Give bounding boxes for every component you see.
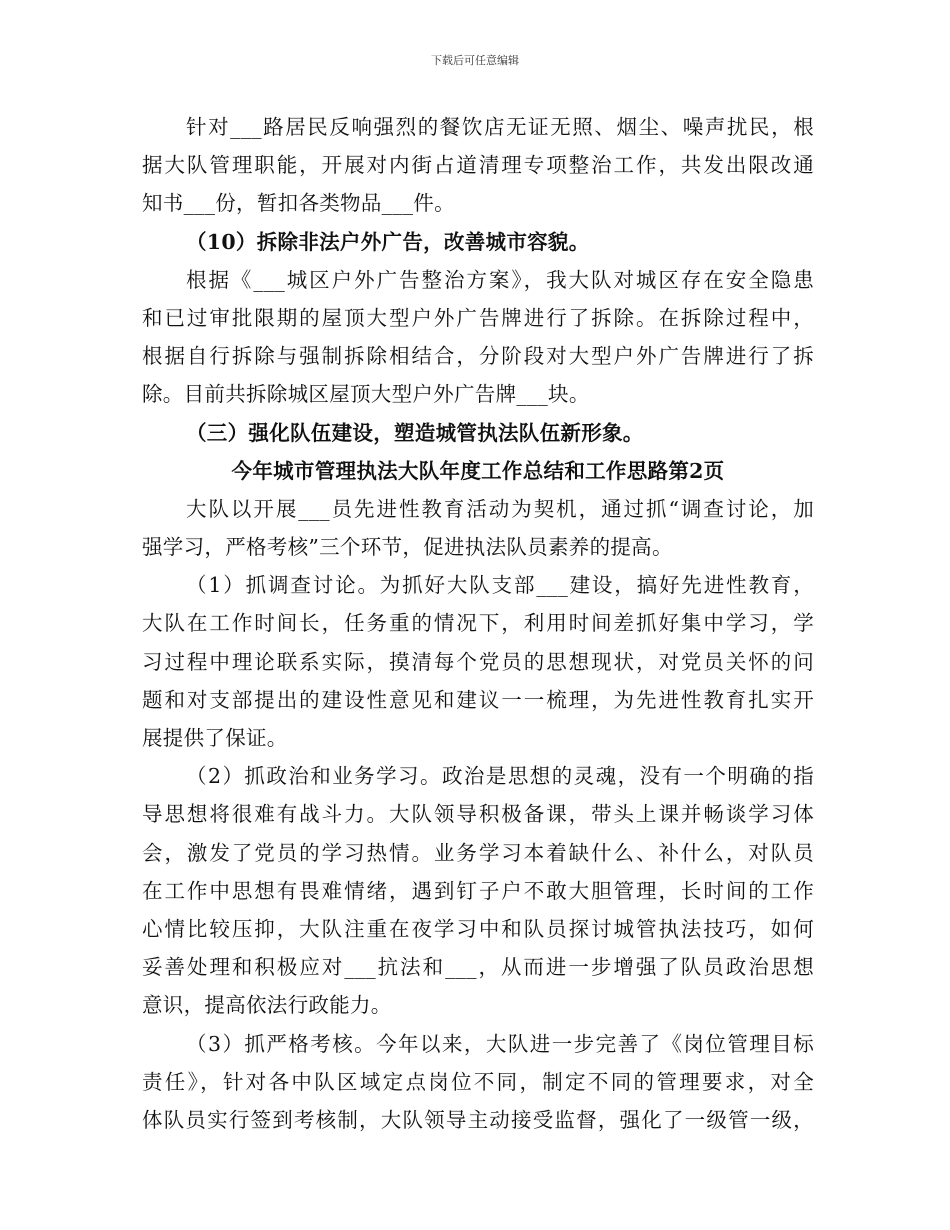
paragraph-line: 强学习，严格考核”三个环节，促进执法队员素养的提高。 [142,535,673,560]
paragraph-line: 针对___路居民反响强烈的餐饮店无证无照、烟尘、噪声扰民，根 [186,115,814,139]
paragraph-line: （3）抓严格考核。今年以来，大队进一步完善了《岗位管理目标 [186,1031,814,1056]
paragraph-line: 展提供了保证。 [142,726,288,750]
paragraph-line: 心情比较压抑，大队注重在夜学习中和队员探讨城管执法技巧，如何 [142,916,814,941]
paragraph-line: 习过程中理论联系实际，摸清每个党员的思想现状，对党员关怀的问 [142,649,814,674]
paragraph-line: 大队在工作时间长，任务重的情况下，利用时间差抓好集中学习，学 [142,611,814,636]
paragraph-line: 妥善处理和积极应对___抗法和___，从而进一步增强了队员政治思想 [142,955,814,980]
document-body [142,108,814,1139]
paragraph-line: 会，激发了党员的学习热情。业务学习本着缺什么、补什么，对队员 [142,840,814,865]
paragraph-line: （1）抓调查讨论。为抓好大队支部___建设，搞好先进性教育， [186,573,814,598]
paragraph-line: 知书___份，暂扣各类物品___件。 [142,191,455,216]
paragraph-line: 和已过审批限期的屋顶大型户外广告牌进行了拆除。在拆除过程中， [142,305,814,330]
paragraph-line: 据大队管理职能，开展对内街占道清理专项整治工作，共发出限改通 [142,153,814,178]
paragraph-line: 在工作中思想有畏难情绪，遇到钉子户不敢大胆管理，长时间的工作 [142,878,814,903]
paragraph-line: 责任》，针对各中队区域定点岗位不同，制定不同的管理要求，对全 [142,1069,814,1094]
page-header: 下载后可任意编辑 [431,54,519,67]
paragraph-line: 体队员实行签到考核制，大队领导主动接受监督，强化了一级管一级， [142,1107,814,1132]
section-heading: （10）拆除非法户外广告，改善城市容貌。 [186,229,590,254]
paragraph-line: 除。目前共拆除城区屋顶大型户外广告牌___块。 [142,382,590,407]
paragraph-line: 根据自行拆除与强制拆除相结合，分阶段对大型户外广告牌进行了拆 [142,344,814,369]
paragraph-line: 大队以开展___员先进性教育活动为契机，通过抓“调查讨论，加 [186,496,814,521]
paragraph-line: 导思想将很难有战斗力。大队领导积极备课，带头上课并畅谈学习体 [142,802,814,827]
document-title: 今年城市管理执法大队年度工作总结和工作思路第2页 [231,458,725,483]
paragraph-line: 根据《___城区户外广告整治方案》，我大队对城区存在安全隐患 [186,267,814,292]
paragraph-line: 题和对支部提出的建设性意见和建议一一梳理，为先进性教育扎实开 [142,687,814,712]
paragraph-line: 意识，提高依法行政能力。 [142,993,392,1018]
paragraph-line: （2）抓政治和业务学习。政治是思想的灵魂，没有一个明确的指 [186,764,814,789]
section-heading: （三）强化队伍建设，塑造城管执法队伍新形象。 [186,420,644,445]
